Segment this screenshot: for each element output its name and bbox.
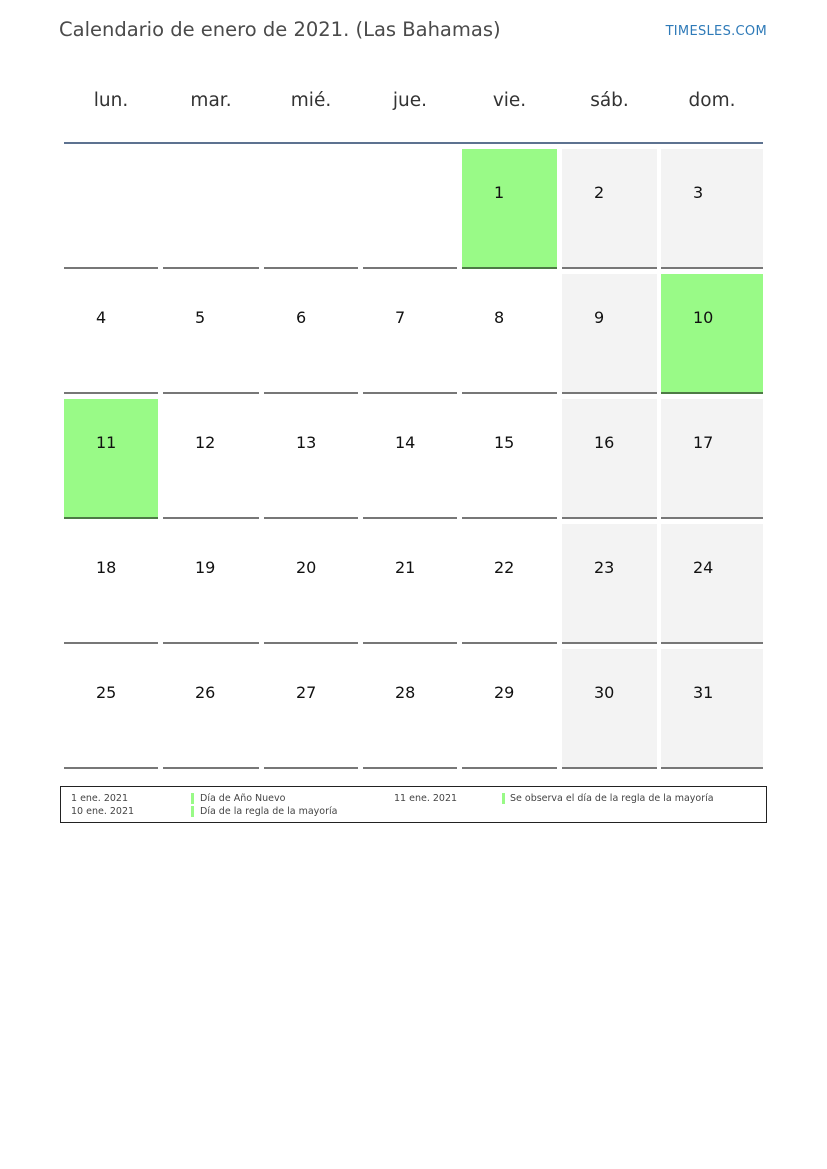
legend-date: 1 ene. 2021 bbox=[71, 793, 128, 804]
day-number: 15 bbox=[494, 433, 515, 452]
legend-color-marker bbox=[191, 806, 194, 817]
day-cell[interactable] bbox=[264, 274, 358, 394]
day-cell[interactable] bbox=[363, 649, 457, 769]
brand-link[interactable]: TIMESLES.COM bbox=[665, 24, 767, 39]
day-cell[interactable] bbox=[462, 399, 557, 519]
day-cell[interactable] bbox=[264, 399, 358, 519]
page-title: Calendario de enero de 2021. (Las Bahamas) bbox=[59, 18, 501, 41]
day-cell[interactable] bbox=[163, 274, 259, 394]
empty-day-cell bbox=[64, 149, 158, 269]
calendar bbox=[64, 72, 763, 702]
day-cell[interactable] bbox=[661, 399, 763, 519]
day-cell[interactable] bbox=[163, 524, 259, 644]
weekday-label: sáb. bbox=[590, 90, 629, 111]
day-number: 5 bbox=[195, 308, 206, 327]
day-number: 19 bbox=[195, 558, 216, 577]
day-cell[interactable] bbox=[661, 149, 763, 269]
day-number: 11 bbox=[96, 433, 117, 452]
day-cell[interactable] bbox=[363, 274, 457, 394]
day-cell[interactable] bbox=[64, 399, 158, 519]
day-cell[interactable] bbox=[562, 274, 657, 394]
day-number: 18 bbox=[96, 558, 117, 577]
day-number: 22 bbox=[494, 558, 515, 577]
day-cell[interactable] bbox=[363, 399, 457, 519]
day-number: 23 bbox=[594, 558, 615, 577]
day-cell[interactable] bbox=[163, 649, 259, 769]
day-number: 30 bbox=[594, 683, 615, 702]
day-number: 21 bbox=[395, 558, 416, 577]
day-number: 3 bbox=[693, 183, 704, 202]
day-cell[interactable] bbox=[64, 274, 158, 394]
legend-color-marker bbox=[191, 793, 194, 804]
weekday-label: mar. bbox=[190, 90, 232, 111]
day-cell[interactable] bbox=[661, 274, 763, 394]
weekday-label: vie. bbox=[492, 90, 527, 111]
day-cell[interactable] bbox=[462, 149, 557, 269]
day-number: 24 bbox=[693, 558, 714, 577]
day-number: 1 bbox=[494, 183, 505, 202]
day-cell[interactable] bbox=[363, 524, 457, 644]
day-cell[interactable] bbox=[562, 524, 657, 644]
day-cell[interactable] bbox=[562, 149, 657, 269]
day-cell[interactable] bbox=[64, 524, 158, 644]
day-number: 25 bbox=[96, 683, 117, 702]
weekday-header bbox=[64, 72, 763, 136]
day-number: 13 bbox=[296, 433, 317, 452]
day-cell[interactable] bbox=[562, 399, 657, 519]
empty-day-cell bbox=[264, 149, 358, 269]
day-number: 31 bbox=[693, 683, 714, 702]
day-cell[interactable] bbox=[462, 524, 557, 644]
holiday-legend bbox=[60, 786, 767, 823]
legend-date: 10 ene. 2021 bbox=[71, 806, 135, 817]
header-rule bbox=[64, 142, 763, 144]
day-number: 14 bbox=[395, 433, 416, 452]
day-number: 20 bbox=[296, 558, 317, 577]
legend-color-marker bbox=[502, 793, 505, 804]
day-number: 4 bbox=[96, 308, 107, 327]
empty-day-cell bbox=[363, 149, 457, 269]
day-cell[interactable] bbox=[562, 649, 657, 769]
day-cell[interactable] bbox=[462, 649, 557, 769]
day-number: 6 bbox=[296, 308, 307, 327]
weekday-label: dom. bbox=[688, 90, 736, 111]
legend-holiday-name: Día de la regla de la mayoría bbox=[200, 806, 338, 817]
weekday-label: lun. bbox=[93, 90, 129, 111]
day-cell[interactable] bbox=[661, 524, 763, 644]
day-cell[interactable] bbox=[661, 649, 763, 769]
weekday-label: jue. bbox=[392, 90, 428, 111]
day-number: 10 bbox=[693, 308, 714, 327]
day-number: 9 bbox=[594, 308, 605, 327]
empty-day-cell bbox=[163, 149, 259, 269]
day-number: 17 bbox=[693, 433, 714, 452]
day-number: 26 bbox=[195, 683, 216, 702]
legend-date: 11 ene. 2021 bbox=[394, 793, 458, 804]
day-cell[interactable] bbox=[163, 399, 259, 519]
legend-holiday-name: Se observa el día de la regla de la mayoría bbox=[510, 793, 714, 804]
day-number: 8 bbox=[494, 308, 505, 327]
day-number: 16 bbox=[594, 433, 615, 452]
day-number: 28 bbox=[395, 683, 416, 702]
day-number: 12 bbox=[195, 433, 216, 452]
day-number: 2 bbox=[594, 183, 605, 202]
day-number: 29 bbox=[494, 683, 515, 702]
day-number: 27 bbox=[296, 683, 317, 702]
day-cell[interactable] bbox=[264, 649, 358, 769]
day-cell[interactable] bbox=[462, 274, 557, 394]
day-cell[interactable] bbox=[64, 649, 158, 769]
day-number: 7 bbox=[395, 308, 406, 327]
legend-holiday-name: Día de Año Nuevo bbox=[200, 793, 286, 804]
day-cell[interactable] bbox=[264, 524, 358, 644]
weekday-label: mié. bbox=[290, 90, 332, 111]
